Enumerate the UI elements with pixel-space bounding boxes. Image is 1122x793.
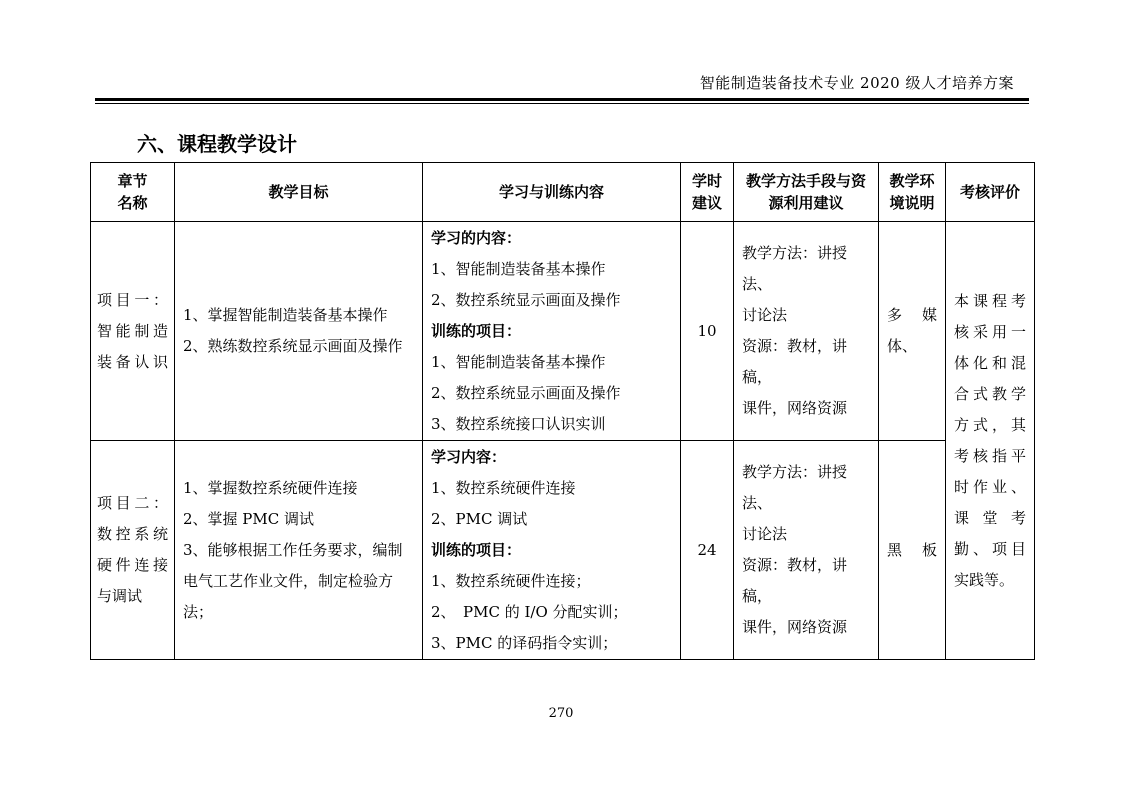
method-cell: 教学方法：讲授法、 讨论法 资源：教材，讲稿， 课件，网络资源 <box>734 441 879 660</box>
method-cell: 教学方法：讲授法、 讨论法 资源：教材，讲稿， 课件，网络资源 <box>734 222 879 441</box>
table-header-row <box>91 163 1035 222</box>
evaluation-cell: 本课程考 核采用一 体化和混 合式教学 方式，其 考核指平 时作业、 课 堂 考 勤、项目 实践等。 <box>946 222 1035 660</box>
header-rule-thick <box>95 98 1029 101</box>
chapter-cell: 项目一： 智能制造 装备认识 <box>91 222 175 441</box>
hours-cell: 24 <box>681 441 734 660</box>
header-content: 学习与训练内容 <box>423 163 681 222</box>
goals-cell: 1、掌握数控系统硬件连接 2、掌握 PMC 调试 3、能够根据工作任务要求，编制 电气工艺作业文件，制定检验方 法； <box>175 441 423 660</box>
content-cell: 学习内容： 1、数控系统硬件连接 2、PMC 调试 训练的项目： 1、数控系统硬件连接； 2、 PMC 的 I/O 分配实训； 3、PMC 的译码指令实训； <box>423 441 681 660</box>
header-goal: 教学目标 <box>175 163 423 222</box>
table-row <box>91 222 1035 441</box>
document-header-title: 智能制造装备技术专业 2020 级人才培养方案 <box>699 74 1014 92</box>
page-number: 270 <box>548 706 574 721</box>
env-cell: 多 媒 体、 <box>879 222 946 441</box>
header-chapter: 章节 名称 <box>91 163 175 222</box>
header-eval: 考核评价 <box>946 163 1035 222</box>
table-row <box>91 441 1035 660</box>
course-design-table <box>90 162 1035 660</box>
header-rule-thin <box>95 103 1029 104</box>
hours-cell: 10 <box>681 222 734 441</box>
goals-cell: 1、掌握智能制造装备基本操作 2、熟练数控系统显示画面及操作 <box>175 222 423 441</box>
env-cell: 黑 板 <box>879 441 946 660</box>
header-env: 教学环 境说明 <box>879 163 946 222</box>
header-method: 教学方法手段与资 源利用建议 <box>734 163 879 222</box>
chapter-cell: 项目二： 数控系统 硬件连接 与调试 <box>91 441 175 660</box>
header-hours: 学时 建议 <box>681 163 734 222</box>
section-title: 六、课程教学设计 <box>137 132 297 156</box>
content-cell: 学习的内容： 1、智能制造装备基本操作 2、数控系统显示画面及操作 训练的项目： 1、智能制造装备基本操作 2、数控系统显示画面及操作 3、数控系统接口认识实训 <box>423 222 681 441</box>
